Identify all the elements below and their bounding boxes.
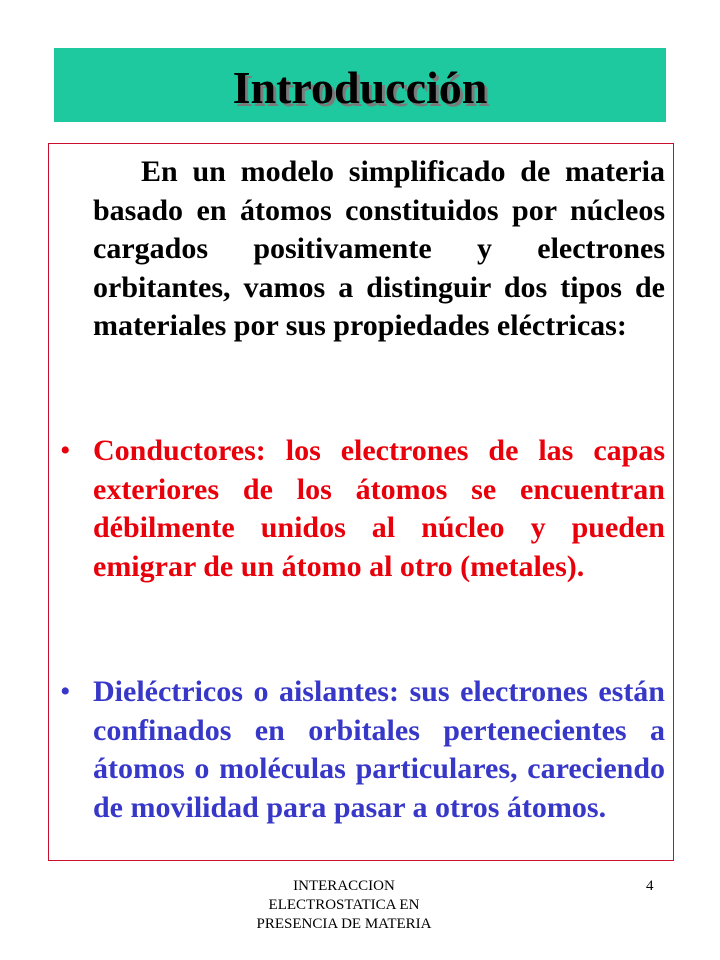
bullet-conductores-text: Conductores: los electrones de las capas exteriores de los átomos se encuentran débilmente unidos al núcleo y pueden emigrar de un átomo al otro (metales). [93, 434, 665, 583]
bullet-marker: • [60, 675, 71, 708]
bullet-dielectricos-text: Dieléctricos o aislantes: sus electrones están confinados en orbitales pertenecientes a átomos o moléculas particulares, careciendo de movilidad para pasar a otros átomos. [93, 675, 665, 824]
page-number: 4 [646, 878, 654, 894]
title-bar [54, 48, 666, 122]
intro-paragraph: En un modelo simplificado de materia basado en átomos constituidos por núcleos cargados positivamente y electrones orbitantes, vamos a distinguir dos tipos de materiales por sus propiedades eléctricas: [93, 155, 665, 342]
footer-label: INTERACCION ELECTROSTATICA EN PRESENCIA DE MATERIA [256, 878, 432, 932]
content-box [48, 143, 674, 861]
bullet-marker: • [60, 434, 71, 467]
slide-title: Introducción [232, 62, 488, 113]
